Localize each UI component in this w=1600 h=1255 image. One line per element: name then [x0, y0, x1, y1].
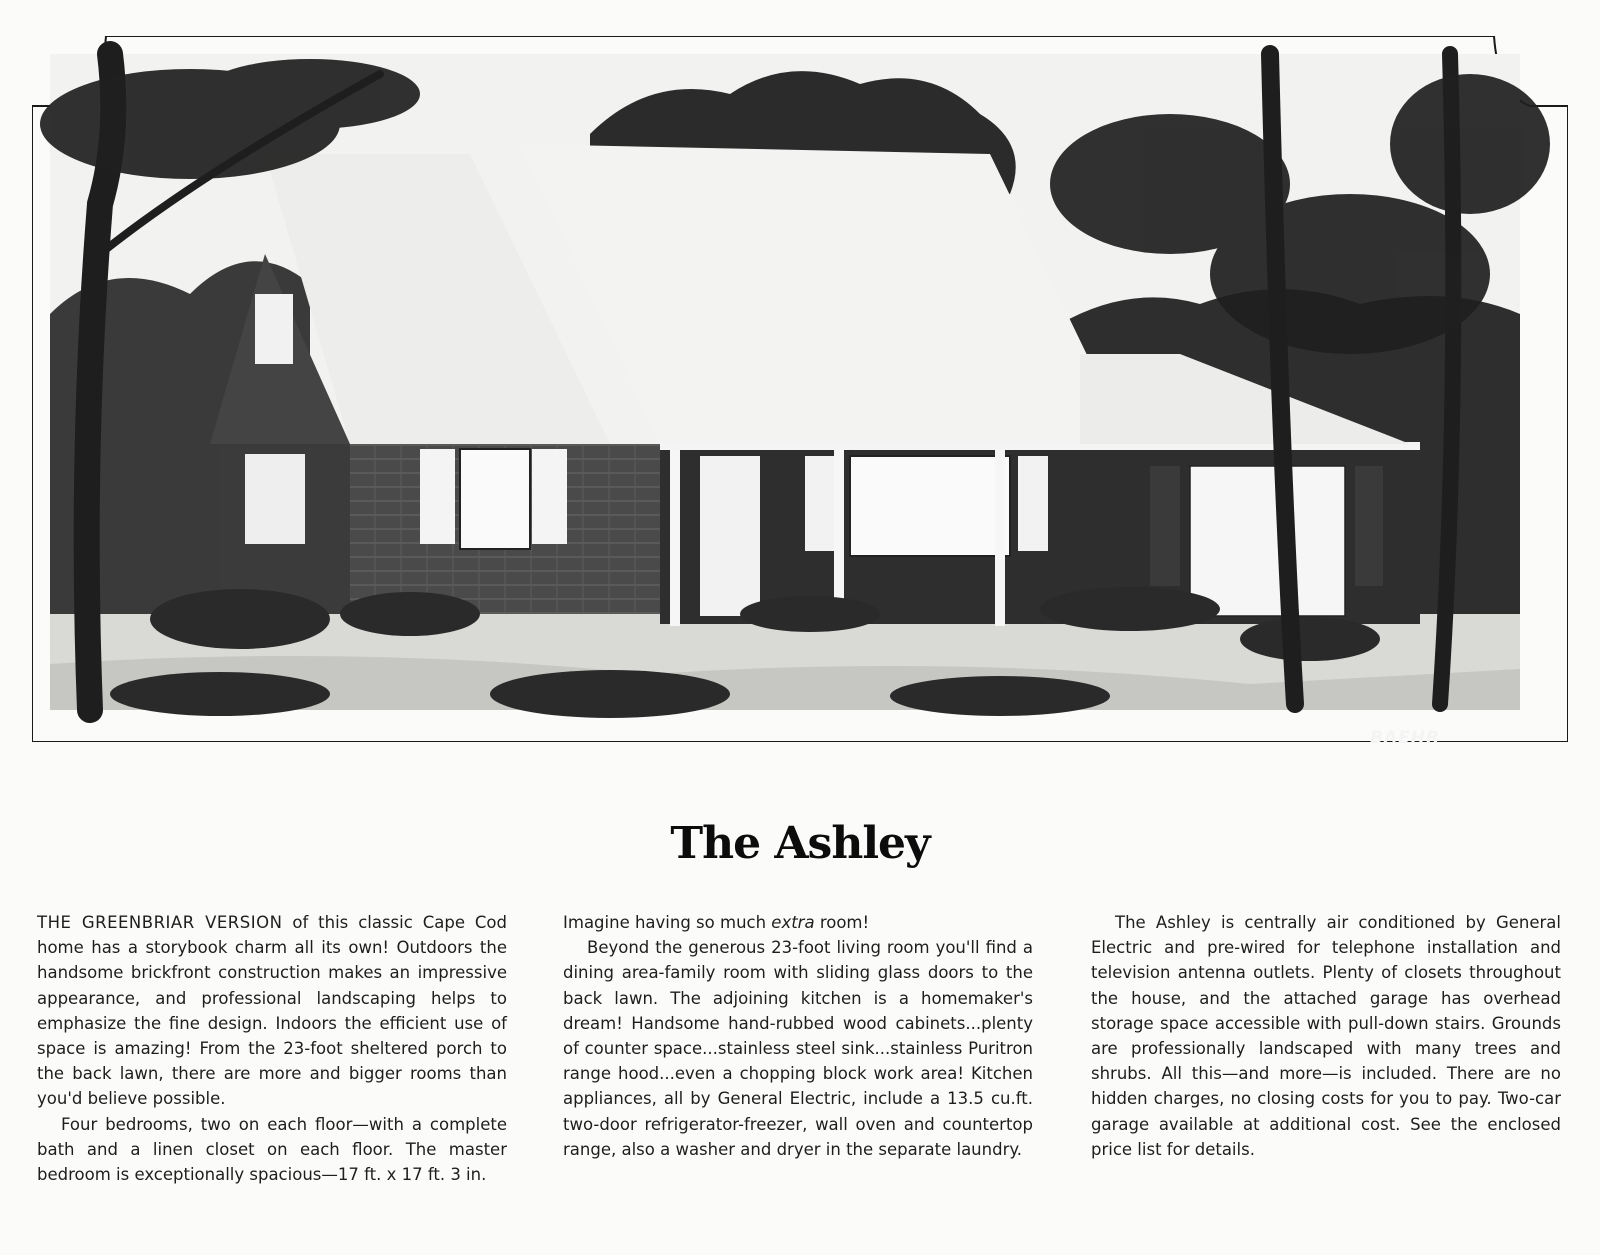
- lead-in: THE GREENBRIAR VERSION: [37, 913, 283, 932]
- paragraph: [37, 910, 507, 1112]
- column-2: [563, 910, 1033, 1162]
- paragraph-text: Imagine having so much: [563, 913, 772, 932]
- paragraph: Four bedrooms, two on each floor—with a complete bath and a linen closet on each floor. The master bedroom is exceptionally spacious—17 ft. x 17 ft. 3 in.: [37, 1114, 507, 1185]
- paragraph-text: room!: [814, 913, 870, 932]
- paragraph: [563, 910, 1033, 935]
- paragraph: Beyond the generous 23-foot living room you'll find a dining area-family room with sliding glass doors to the back lawn. The adjoining kitchen is a homemaker's dream! Handsome hand-rubbed wood cabinets...plenty of counter space...stainless steel sink...stainless Puritron range hood...even a chopping block work area! Kitchen appliances, all by General Electric, include a 13.5 cu.ft. two-door refrigerator-freezer, wall oven and countertop range, also a washer and dryer in the separate laundry.: [563, 938, 1033, 1159]
- column-3: [1091, 910, 1561, 1162]
- column-1: [37, 910, 507, 1187]
- page-title: The Ashley: [670, 818, 930, 869]
- house-illustration: [32, 36, 1568, 748]
- paragraph-text: of this classic Cape Cod home has a storybook charm all its own! Outdoors the handsome brickfront construction makes an impressive appearance, and professional landscaping helps to emphasize the fine design. Indoors the efficient use of space is amazing! From the 23-foot sheltered porch to the back lawn, there are more and bigger rooms than you'd believe possible.: [37, 913, 507, 1109]
- paragraph: The Ashley is centrally air conditioned by General Electric and pre-wired for telephone installation and television antenna outlets. Plenty of closets throughout the house, and the attached garage has overhead storage space accessible with pull-down stairs. Grounds are professionally landscaped with many trees and shrubs. All this—and more—is included. There are no hidden charges, no closing costs for you to pay. Two-car garage available at additional cost. See the enclosed price list for details.: [1091, 913, 1561, 1159]
- artist-signature: BAEHR: [1370, 728, 1441, 748]
- emphasis: extra: [771, 913, 815, 932]
